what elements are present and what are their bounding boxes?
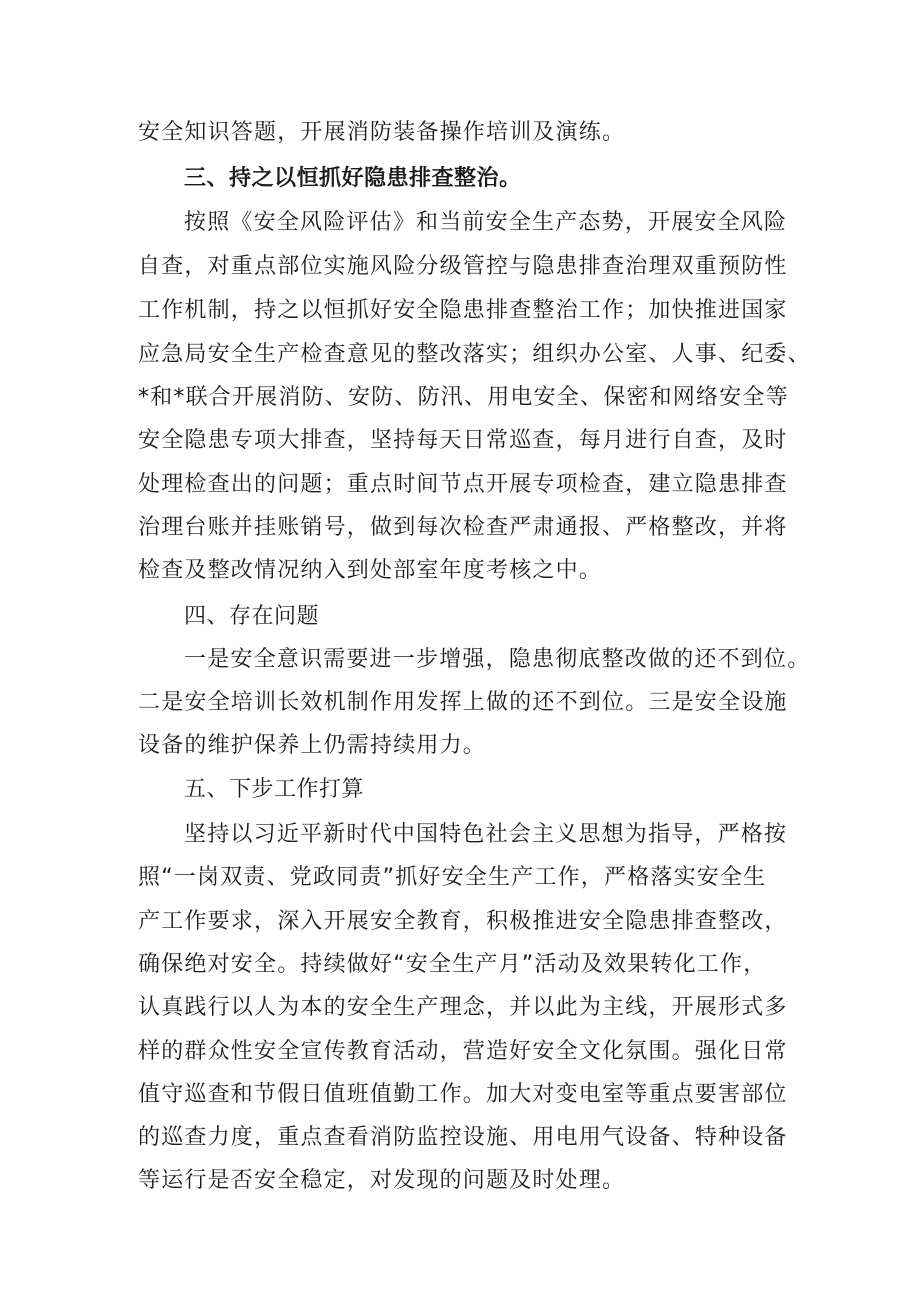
paragraph-line: *和*联合开展消防、安防、防汛、用电安全、保密和网络安全等 bbox=[138, 385, 789, 410]
paragraph-line: 值守巡查和节假日值班值勤工作。加大对变电室等重点要害部位 bbox=[138, 1082, 788, 1107]
paragraph-line: 的巡查力度，重点查看消防监控设施、用电用气设备、特种设备 bbox=[138, 1125, 788, 1150]
paragraph-line: 照“一岗双责、党政同责”抓好安全生产工作，严格落实安全生 bbox=[138, 865, 767, 890]
paragraph-line: 治理台账并挂账销号，做到每次检查严肃通报、严格整改，并将 bbox=[138, 515, 788, 540]
paragraph-line: 二是安全培训长效机制作用发挥上做的还不到位。三是安全设施 bbox=[138, 690, 788, 715]
paragraph-line: 按照《安全风险评估》和当前安全生产态势，开展安全风险 bbox=[184, 210, 788, 235]
paragraph-line: 安全隐患专项大排查，坚持每天日常巡查，每月进行自查，及时 bbox=[138, 428, 788, 453]
paragraph-line: 工作机制，持之以恒抓好安全隐患排查整治工作；加快推进国家 bbox=[138, 298, 788, 323]
paragraph-line: 应急局安全生产检查意见的整改落实；组织办公室、人事、纪委、 bbox=[138, 342, 811, 367]
paragraph-line: 自查，对重点部位实施风险分级管控与隐患排查治理双重预防性 bbox=[138, 254, 788, 279]
section-heading-4: 四、存在问题 bbox=[184, 604, 320, 629]
paragraph-line: 产工作要求，深入开展安全教育，积极推进安全隐患排查整改， bbox=[138, 909, 788, 934]
paragraph-line: 样的群众性安全宣传教育活动，营造好安全文化氛围。强化日常 bbox=[138, 1039, 788, 1064]
paragraph-line: 处理检查出的问题；重点时间节点开展专项检查，建立隐患排查 bbox=[138, 472, 788, 497]
paragraph-line: 坚持以习近平新时代中国特色社会主义思想为指导，严格按 bbox=[184, 822, 788, 847]
paragraph-line: 认真践行以人为本的安全生产理念，并以此为主线，开展形式多 bbox=[138, 995, 788, 1020]
paragraph-line: 检查及整改情况纳入到处部室年度考核之中。 bbox=[138, 558, 603, 583]
paragraph-line: 安全知识答题，开展消防装备操作培训及演练。 bbox=[138, 120, 626, 145]
paragraph-line: 设备的维护保养上仍需持续用力。 bbox=[138, 733, 487, 758]
paragraph-line: 一是安全意识需要进一步增强，隐患彻底整改做的还不到位。 bbox=[184, 647, 811, 672]
paragraph-line: 确保绝对安全。持续做好“安全生产月”活动及效果转化工作， bbox=[138, 952, 767, 977]
section-heading-5: 五、下步工作打算 bbox=[184, 777, 365, 802]
section-heading-3: 三、持之以恒抓好隐患排查整治。 bbox=[184, 166, 522, 191]
paragraph-line: 等运行是否安全稳定，对发现的问题及时处理。 bbox=[138, 1168, 626, 1193]
